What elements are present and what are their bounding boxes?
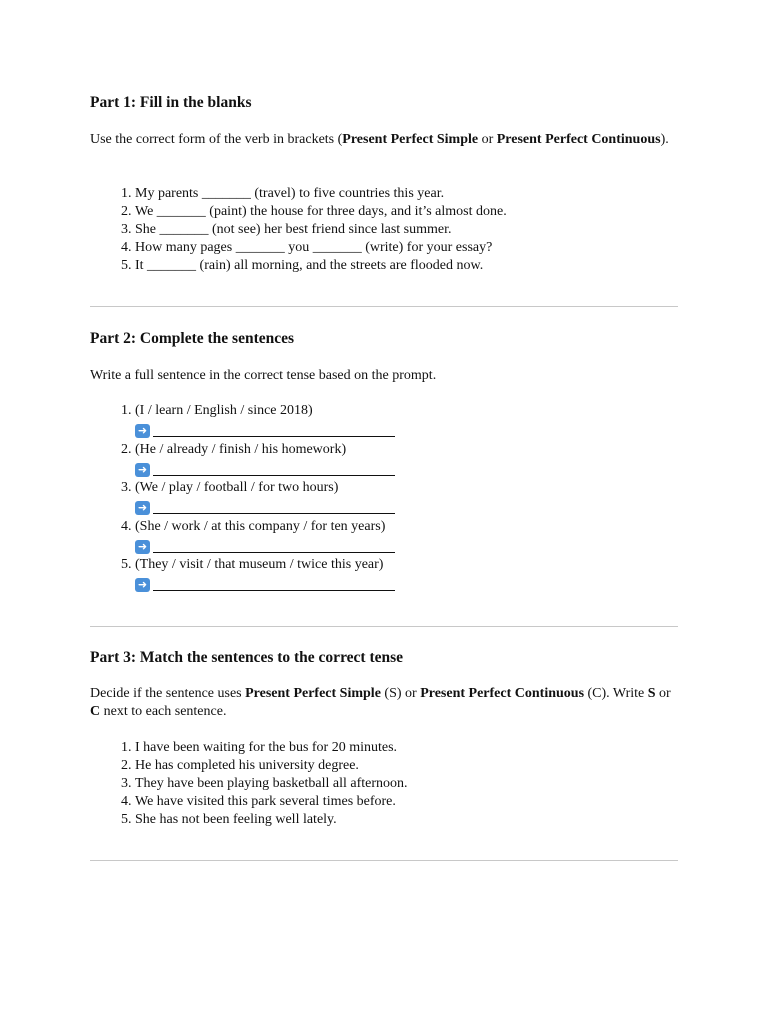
part3-heading: Part 3: Match the sentences to the correct tense <box>90 649 404 666</box>
answer-line <box>135 497 395 517</box>
section-divider <box>90 626 678 627</box>
answer-line <box>135 459 395 479</box>
part3-item: 2. He has completed his university degree. <box>135 757 408 775</box>
part3-item: 3. They have been playing basketball all afternoon. <box>135 775 408 793</box>
part3-instruction-text: Decide if the sentence uses <box>90 686 246 701</box>
part1-item: 5. It _______ (rain) all morning, and the streets are flooded now. <box>135 257 507 275</box>
part3-tense-continuous: Present Perfect Continuous <box>420 686 585 701</box>
answer-blank[interactable] <box>153 576 395 591</box>
right-arrow-icon: ➜ <box>135 463 150 477</box>
answer-line <box>135 574 395 594</box>
right-arrow-icon: ➜ <box>135 424 150 438</box>
answer-line <box>135 536 395 556</box>
part3-instruction-text: or <box>655 686 671 701</box>
part2-instruction: Write a full sentence in the correct tense based on the prompt. <box>90 368 437 383</box>
section-divider <box>90 306 678 307</box>
part2-item <box>135 518 395 557</box>
part3-instruction-text: (S) or <box>380 686 421 701</box>
part2-prompt: 5. (They / visit / that museum / twice this year) <box>135 557 384 572</box>
answer-blank[interactable] <box>153 461 395 476</box>
part1-tense-continuous: Present Perfect Continuous <box>496 132 661 147</box>
right-arrow-icon: ➜ <box>135 578 150 592</box>
part1-instruction <box>90 131 680 149</box>
part2-heading: Part 2: Complete the sentences <box>90 330 295 347</box>
part2-item <box>135 402 395 441</box>
part1-item: 1. My parents _______ (travel) to five countries this year. <box>135 185 507 203</box>
part3-item: 5. She has not been feeling well lately. <box>135 811 408 829</box>
part2-item <box>135 479 395 518</box>
part3-list <box>110 739 408 829</box>
answer-blank[interactable] <box>153 499 395 514</box>
part2-item <box>135 441 395 480</box>
right-arrow-icon: ➜ <box>135 501 150 515</box>
part2-prompt: 1. (I / learn / English / since 2018) <box>135 403 313 418</box>
answer-blank[interactable] <box>153 422 395 437</box>
part3-instruction-text: next to each sentence. <box>100 704 227 719</box>
part2-item <box>135 556 395 595</box>
part1-tense-simple: Present Perfect Simple <box>342 132 479 147</box>
part1-item: 3. She _______ (not see) her best friend since last summer. <box>135 221 507 239</box>
part3-instruction-text: (C). Write <box>584 686 648 701</box>
part1-list <box>110 185 507 275</box>
answer-line <box>135 420 395 440</box>
part3-letter-c: C <box>90 704 101 719</box>
part2-list <box>110 402 395 595</box>
part1-heading: Part 1: Fill in the blanks <box>90 94 252 111</box>
part2-prompt: 2. (He / already / finish / his homework) <box>135 441 347 457</box>
part3-tense-simple: Present Perfect Simple <box>245 686 381 701</box>
part2-prompt: 3. (We / play / football / for two hours) <box>135 480 339 495</box>
part1-instruction-text: ). <box>660 132 669 147</box>
part2-prompt: 4. (She / work / at this company / for ten years) <box>135 518 386 534</box>
part1-instruction-text: or <box>478 132 497 147</box>
answer-blank[interactable] <box>153 538 395 553</box>
part1-item: 4. How many pages _______ you _______ (write) for your essay? <box>135 239 507 257</box>
right-arrow-icon: ➜ <box>135 540 150 554</box>
part3-item: 4. We have visited this park several times before. <box>135 793 408 811</box>
part1-item: 2. We _______ (paint) the house for three days, and it’s almost done. <box>135 203 507 221</box>
part3-item: 1. I have been waiting for the bus for 20 minutes. <box>135 739 408 757</box>
part3-letter-s: S <box>647 686 656 701</box>
section-divider <box>90 860 678 861</box>
part1-instruction-text: Use the correct form of the verb in brackets ( <box>90 132 343 147</box>
part3-instruction <box>90 685 680 721</box>
